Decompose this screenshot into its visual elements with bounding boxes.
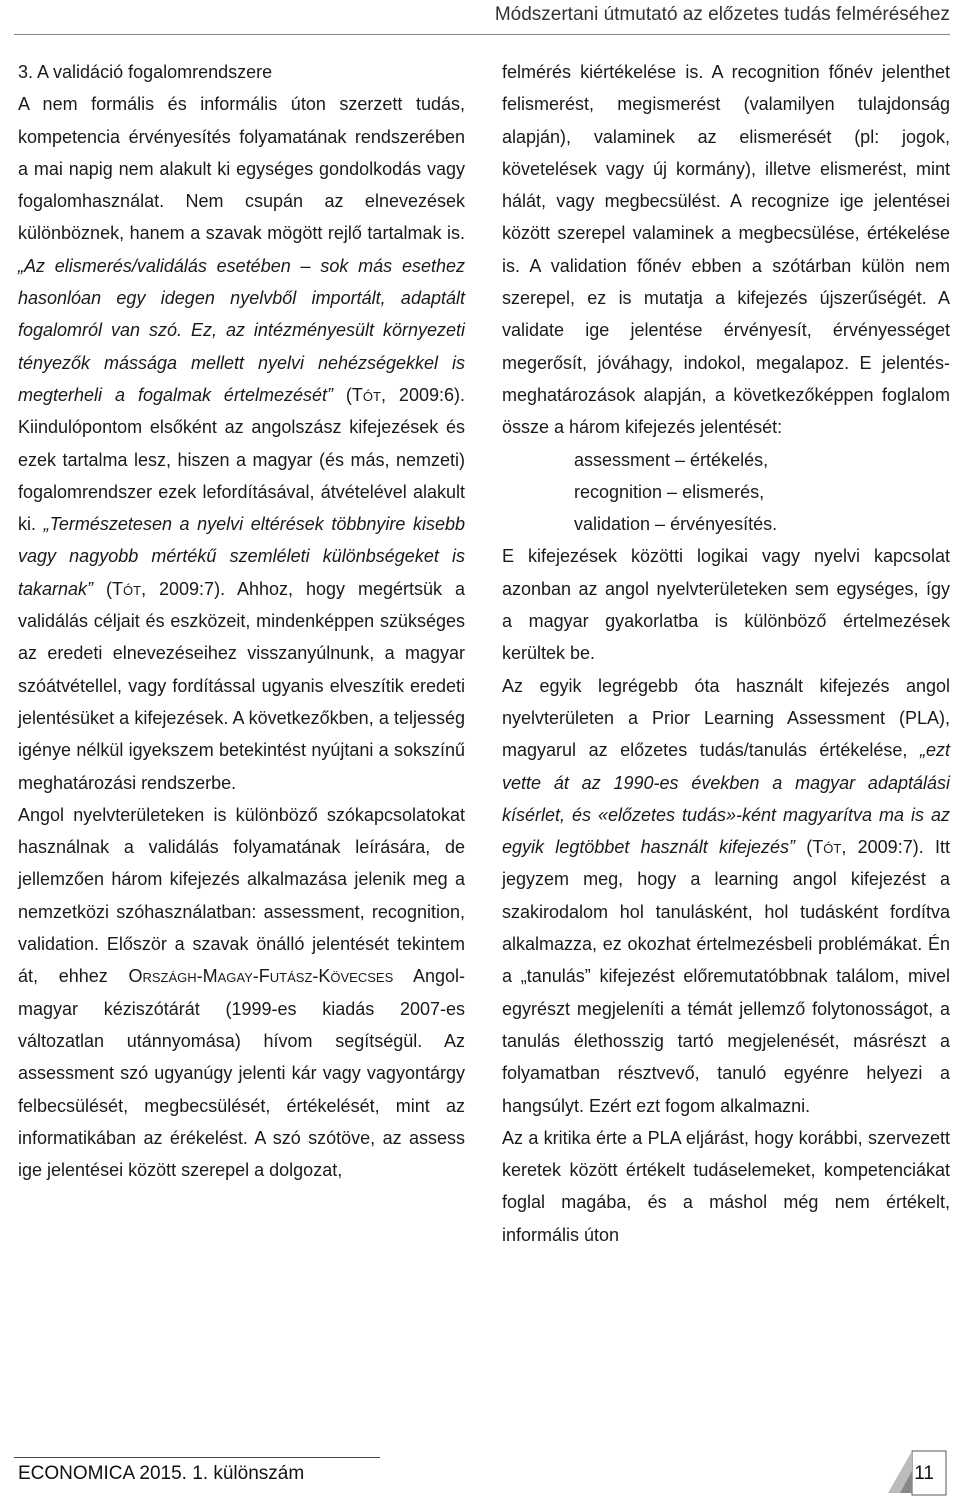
citation-prefix: (T [795, 837, 824, 858]
text-run: Angol-magyar kéziszótárát (1999-es kiadás 2007-es változatlan utánnyomása) hívom segítségül. Az assessment szó ugyanúgy jelenti kár vagy vagyontárgy felbecsülését, megbecsülését, értékelését, mint az informatikában az érékelést. A szó szótöve, az assess ige jelentései között szerepel a dolgozat, [18, 966, 465, 1181]
term-list [502, 444, 950, 541]
quote-text: „Az elismerés/validálás esetében – sok más esethez hasonlóan egy idegen nyelvből importált, adaptált fogalomról van szó. Ez, az intézményesült környezeti tényezők mássága mellett nyelvi nehézségekkel is megterheli a fogalmak értelmezését” [18, 255, 465, 405]
citation-author: ót [362, 384, 381, 405]
page-number: 11 [914, 1463, 934, 1484]
quote-text: „Természetesen a nyelvi eltérések többnyire kisebb vagy nagyobb mértékű szemléleti különbségeket is takarnak” [18, 514, 465, 599]
term-list-item: assessment – értékelés, [574, 449, 769, 470]
text-run: , 2009:7). Ahhoz, hogy megértsük a validálás céljait és eszközeit, mindenképpen szükséges az eredeti elnevezéseihez visszanyúlnunk, a magyar szóátvétellel, vagy fordítással ugyanis elveszítik eredeti jelentésüket a kifejezések. A következőkben, a teljesség igénye nélkül igyekszem betekintést nyújtani a sokszínű meghatározási rendszerbe. [18, 578, 465, 793]
left-column [18, 56, 465, 1186]
citation-prefix: (T [332, 384, 363, 405]
text-run: Angol nyelvterületeken is különböző szókapcsolatokat használnak a validálás folyamatának leírására, de jellemzően három kifejezés alkalmazása jelenik meg a nemzetközi szóhasználatban: assessment, recognition, validation. Először a szavak önálló jelentését tekintem át, ehhez [18, 804, 465, 987]
quote-text: „ezt vette át az 1990-es években a magyar adaptálási kísérlet, és «előzetes tudás»-ként magyarítva ma is az egyik legtöbbet használt kifejezés” [502, 740, 950, 858]
right-column [502, 56, 950, 1251]
footer-divider [14, 1457, 380, 1458]
text-run: A nem formális és informális úton szerzett tudás, kompetencia érvényesítés folyamatának rendszerében a mai napig nem alakult ki egységes gondolkodás vagy fogalomhasználat. Nem csupán az elnevezések különböznek, hanem a szavak mögött rejlő tartalmak is. [18, 94, 465, 244]
right-paragraph-3 [502, 670, 950, 1122]
journal-name: ECONOMICA 2015. 1. különszám [18, 1463, 305, 1484]
right-paragraph-4: Az a kritika érte a PLA eljárást, hogy korábbi, szervezett keretek között értékelt tudáselemeket, kompetenciákat foglal magába, és a máshol még nem értékelt, informális úton [502, 1127, 950, 1245]
dictionary-authors: Országh-Magay-Futász-Kövecses [128, 966, 394, 987]
citation-author: ót [823, 837, 842, 858]
header-divider [14, 34, 950, 35]
right-paragraph-1: felmérés kiértékelése is. A recognition főnév jelenthet felismerést, megismerést (valamilyen tulajdonság alapján), valaminek az elismerését (pl: jogok, követelések vagy új kormány), illetve elismerést, mint hálát, vagy megbecsülést. A recognize ige jelentései között szerepel valaminek a megbecsülése, értékelése is. A validation főnév ebben a szótárban külön nem szerepel, ez is mutatja a kifejezés újszerűségét. A validate ige jelentése érvényesít, érvényességet megerősít, jóváhagy, indokol, megalapoz. E jelentés-meghatározások alapján, a következőképpen foglalom össze a három kifejezés jelentését: [502, 62, 950, 438]
left-paragraph-1 [18, 88, 465, 799]
page-number-badge [886, 1449, 948, 1497]
citation-author: ót [123, 578, 142, 599]
text-run: Az egyik legrégebb óta használt kifejezés angol nyelvterületen a Prior Learning Assessment (PLA), magyarul az előzetes tudás/tanulás értékelése, [502, 675, 950, 761]
section-heading: 3. A validáció fogalomrendszere [18, 62, 273, 82]
citation-prefix: (T [93, 578, 123, 599]
left-paragraph-2 [18, 799, 465, 1187]
text-run: , 2009:6). Kiindulópontom elsőként az angolszász kifejezések és ezek tartalma lesz, hiszen a magyar (és más, nemzeti) fogalomrendszer ezek lefordításával, átvételével alakult ki. [18, 384, 465, 535]
term-list-item: recognition – elismerés, [574, 481, 765, 502]
term-list-item: validation – érvényesítés. [574, 514, 778, 535]
right-paragraph-2: E kifejezések közötti logikai vagy nyelvi kapcsolat azonban az angol nyelvterületeken sem egységes, így a magyar gyakorlatba is különböző értelmezések kerültek be. [502, 546, 950, 664]
running-header: Módszertani útmutató az előzetes tudás felméréséhez [494, 4, 950, 25]
text-run: , 2009:7). Itt jegyzem meg, hogy a learning angol kifejezést a szakirodalom hol tanulásként, hol tudásként fordítva alkalmazza, ez okozhat értelmezésbeli problémákat. Én a „tanulás” kifejezést előremutatóbbnak találom, mivel egyrészt megjeleníti a témát jellemző folytonosságot, a tanulás élethosszig tartó megjelenését, másrészt a folyamatban résztvevő, tanuló egyénre helyezi a hangsúlyt. Ezért ezt fogom alkalmazni. [502, 837, 950, 1116]
